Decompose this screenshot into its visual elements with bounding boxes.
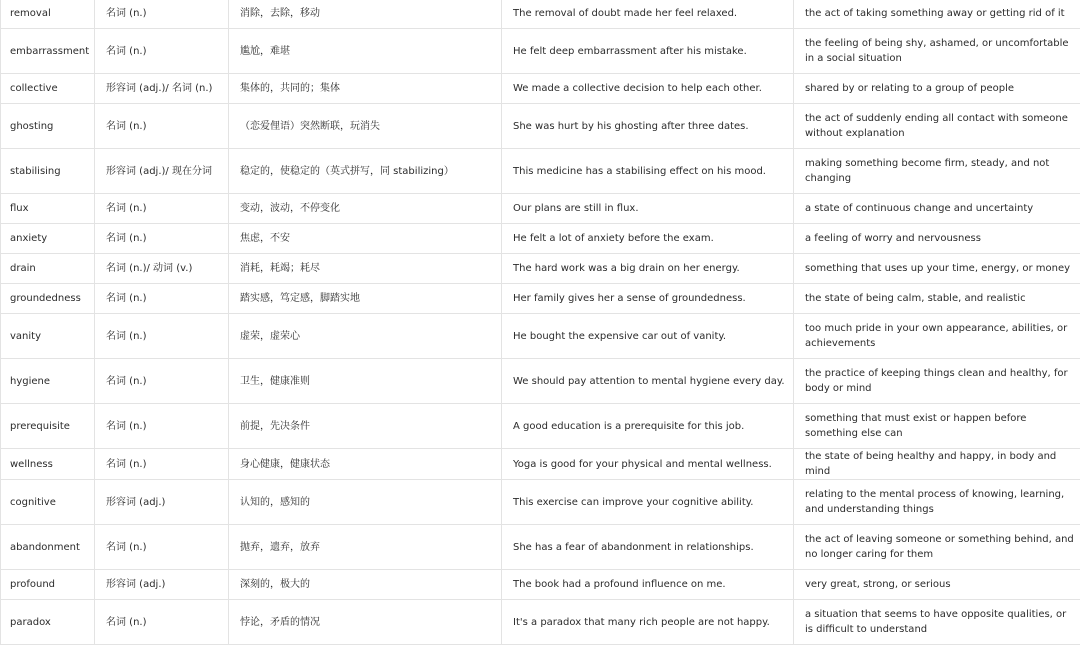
english-definition-cell: shared by or relating to a group of people [794, 74, 1080, 104]
english-definition-cell: the act of leaving someone or something behind, and no longer caring for them [794, 525, 1080, 570]
example-sentence-cell: This medicine has a stabilising effect on his mood. [502, 149, 794, 194]
english-definition-cell: a state of continuous change and uncertainty [794, 194, 1080, 224]
table-row [1, 194, 1080, 224]
english-definition-cell: the practice of keeping things clean and healthy, for body or mind [794, 359, 1080, 404]
part-of-speech-cell: 名词 (n.) [95, 404, 229, 449]
english-definition-cell: the act of suddenly ending all contact with someone without explanation [794, 104, 1080, 149]
example-sentence-cell: A good education is a prerequisite for this job. [502, 404, 794, 449]
table-row [1, 254, 1080, 284]
english-definition-cell: making something become firm, steady, and not changing [794, 149, 1080, 194]
table-row [1, 149, 1080, 194]
part-of-speech-cell: 形容词 (adj.)/ 现在分词 [95, 149, 229, 194]
word-cell: embarrassment [1, 29, 95, 74]
chinese-meaning-cell: 抛弃，遗弃，放弃 [229, 525, 502, 570]
word-cell: hygiene [1, 359, 95, 404]
chinese-meaning-cell: 焦虑，不安 [229, 224, 502, 254]
table-row [1, 525, 1080, 570]
chinese-meaning-cell: 身心健康，健康状态 [229, 449, 502, 480]
chinese-meaning-cell: 深刻的，极大的 [229, 570, 502, 600]
word-cell: drain [1, 254, 95, 284]
english-definition-cell: something that must exist or happen before something else can [794, 404, 1080, 449]
part-of-speech-cell: 名词 (n.) [95, 525, 229, 570]
example-sentence-cell: It's a paradox that many rich people are not happy. [502, 600, 794, 645]
word-cell: profound [1, 570, 95, 600]
part-of-speech-cell: 名词 (n.) [95, 194, 229, 224]
example-sentence-cell: Yoga is good for your physical and mental wellness. [502, 449, 794, 480]
part-of-speech-cell: 名词 (n.) [95, 104, 229, 149]
example-sentence-cell: Her family gives her a sense of groundedness. [502, 284, 794, 314]
table-row [1, 404, 1080, 449]
part-of-speech-cell: 名词 (n.) [95, 224, 229, 254]
table-row [1, 570, 1080, 600]
table-row [1, 74, 1080, 104]
table-row [1, 449, 1080, 480]
table-row [1, 314, 1080, 359]
example-sentence-cell: We made a collective decision to help each other. [502, 74, 794, 104]
word-cell: stabilising [1, 149, 95, 194]
table-row [1, 284, 1080, 314]
vocabulary-table-body [1, 0, 1080, 645]
chinese-meaning-cell: 悖论，矛盾的情况 [229, 600, 502, 645]
part-of-speech-cell: 名词 (n.) [95, 314, 229, 359]
word-cell: flux [1, 194, 95, 224]
chinese-meaning-cell: 变动，波动，不停变化 [229, 194, 502, 224]
english-definition-cell: a feeling of worry and nervousness [794, 224, 1080, 254]
chinese-meaning-cell: 稳定的，使稳定的（英式拼写，同 stabilizing） [229, 149, 502, 194]
chinese-meaning-cell: 尴尬，难堪 [229, 29, 502, 74]
word-cell: wellness [1, 449, 95, 480]
part-of-speech-cell: 名词 (n.) [95, 29, 229, 74]
table-row [1, 480, 1080, 525]
example-sentence-cell: This exercise can improve your cognitive ability. [502, 480, 794, 525]
table-row [1, 359, 1080, 404]
example-sentence-cell: Our plans are still in flux. [502, 194, 794, 224]
part-of-speech-cell: 名词 (n.) [95, 449, 229, 480]
word-cell: paradox [1, 600, 95, 645]
example-sentence-cell: The removal of doubt made her feel relaxed. [502, 0, 794, 29]
word-cell: vanity [1, 314, 95, 359]
example-sentence-cell: She was hurt by his ghosting after three dates. [502, 104, 794, 149]
word-cell: removal [1, 0, 95, 29]
english-definition-cell: the state of being healthy and happy, in body and mind [794, 449, 1080, 480]
table-row [1, 29, 1080, 74]
part-of-speech-cell: 形容词 (adj.) [95, 570, 229, 600]
word-cell: prerequisite [1, 404, 95, 449]
table-row [1, 600, 1080, 645]
chinese-meaning-cell: 前提，先决条件 [229, 404, 502, 449]
example-sentence-cell: We should pay attention to mental hygiene every day. [502, 359, 794, 404]
chinese-meaning-cell: 认知的，感知的 [229, 480, 502, 525]
part-of-speech-cell: 名词 (n.) [95, 600, 229, 645]
table-row [1, 104, 1080, 149]
english-definition-cell: a situation that seems to have opposite qualities, or is difficult to understand [794, 600, 1080, 645]
english-definition-cell: very great, strong, or serious [794, 570, 1080, 600]
english-definition-cell: something that uses up your time, energy, or money [794, 254, 1080, 284]
chinese-meaning-cell: （恋爱俚语）突然断联，玩消失 [229, 104, 502, 149]
chinese-meaning-cell: 卫生，健康准则 [229, 359, 502, 404]
word-cell: ghosting [1, 104, 95, 149]
word-cell: cognitive [1, 480, 95, 525]
example-sentence-cell: He bought the expensive car out of vanity. [502, 314, 794, 359]
part-of-speech-cell: 名词 (n.)/ 动词 (v.) [95, 254, 229, 284]
chinese-meaning-cell: 虚荣，虚荣心 [229, 314, 502, 359]
word-cell: collective [1, 74, 95, 104]
english-definition-cell: too much pride in your own appearance, abilities, or achievements [794, 314, 1080, 359]
example-sentence-cell: He felt a lot of anxiety before the exam. [502, 224, 794, 254]
example-sentence-cell: The book had a profound influence on me. [502, 570, 794, 600]
chinese-meaning-cell: 消耗，耗竭；耗尽 [229, 254, 502, 284]
table-row [1, 0, 1080, 29]
part-of-speech-cell: 名词 (n.) [95, 284, 229, 314]
chinese-meaning-cell: 消除，去除，移动 [229, 0, 502, 29]
table-row [1, 224, 1080, 254]
example-sentence-cell: She has a fear of abandonment in relationships. [502, 525, 794, 570]
part-of-speech-cell: 形容词 (adj.) [95, 480, 229, 525]
english-definition-cell: the act of taking something away or getting rid of it [794, 0, 1080, 29]
part-of-speech-cell: 名词 (n.) [95, 0, 229, 29]
chinese-meaning-cell: 集体的，共同的；集体 [229, 74, 502, 104]
chinese-meaning-cell: 踏实感，笃定感，脚踏实地 [229, 284, 502, 314]
english-definition-cell: relating to the mental process of knowing, learning, and understanding things [794, 480, 1080, 525]
english-definition-cell: the state of being calm, stable, and realistic [794, 284, 1080, 314]
part-of-speech-cell: 形容词 (adj.)/ 名词 (n.) [95, 74, 229, 104]
english-definition-cell: the feeling of being shy, ashamed, or uncomfortable in a social situation [794, 29, 1080, 74]
example-sentence-cell: The hard work was a big drain on her energy. [502, 254, 794, 284]
word-cell: abandonment [1, 525, 95, 570]
part-of-speech-cell: 名词 (n.) [95, 359, 229, 404]
word-cell: anxiety [1, 224, 95, 254]
example-sentence-cell: He felt deep embarrassment after his mistake. [502, 29, 794, 74]
word-cell: groundedness [1, 284, 95, 314]
